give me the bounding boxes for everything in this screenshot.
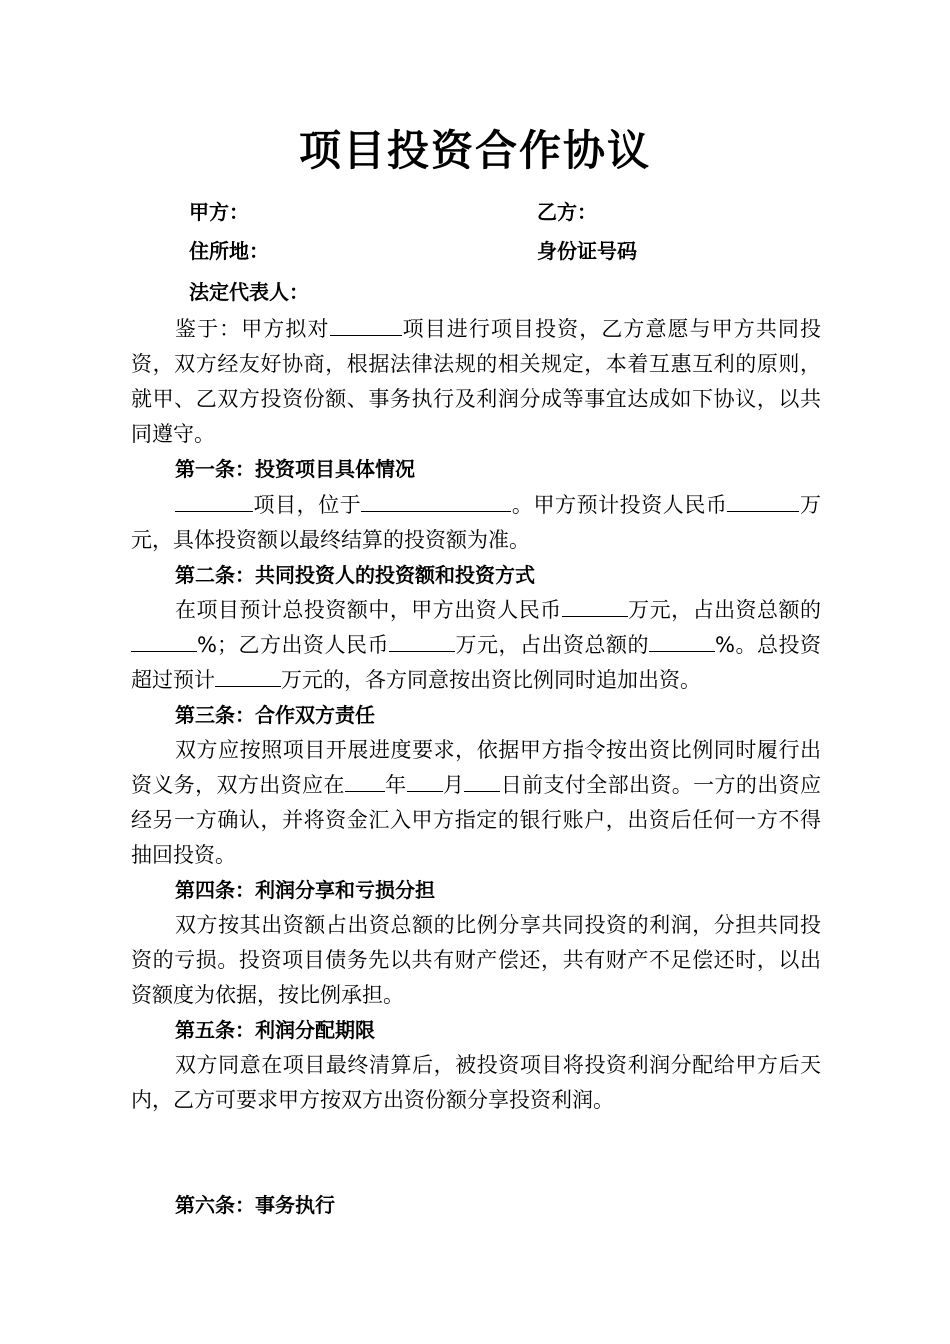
article-3-paragraph: 双方应按照项目开展进度要求，依据甲方指令按出资比例同时履行出资义务，双方出资应在 年 月 日前支付全部出资。一方的出资应经另一方确认，并将资金汇入甲方指定的银行账户，出资后任何一方不得抽回投资。 — [131, 738, 822, 867]
project-blank — [175, 489, 253, 512]
month-blank — [407, 769, 443, 792]
article-5-heading: 第五条：利润分配期限 — [175, 1018, 375, 1042]
article-5-paragraph: 双方同意在项目最终清算后，被投资项目将投资利润分配给甲方后天内，乙方可要求甲方按双方出资份额分享投资利润。 — [131, 1053, 821, 1112]
article-4-paragraph: 双方按其出资额占出资总额的比例分享共同投资的利润，分担共同投资的亏损。投资项目债务先以共有财产偿还，共有财产不足偿还时，以出资额度为依据，按比例承担。 — [131, 913, 821, 1007]
address-label: 住所地： — [189, 239, 269, 263]
preamble-paragraph: 鉴于：甲方拟对 项目进行项目投资，乙方意愿与甲方共同投资，双方经友好协商，根据法律法规的相关规定，本着互惠互利的原则，就甲、乙双方投资份额、事务执行及利润分成等事宜达成如下协议，以共同遵守。 — [131, 312, 821, 452]
day-blank — [464, 769, 500, 792]
document-title: 项目投资合作协议 — [298, 126, 651, 175]
excess-amount-blank — [215, 664, 281, 687]
id-number-label: 身份证号码 — [537, 239, 637, 263]
article-2-paragraph: 在项目预计总投资额中，甲方出资人民币 万元，占出资总额的%；乙方出资人民币 万元，占出资总额的 %。总投资超过预计 万元的，各方同意按出资比例同时追加出资。 — [131, 593, 821, 698]
party-b-label: 乙方： — [537, 200, 597, 224]
party-a-amount-blank — [562, 594, 628, 617]
article-2-heading: 第二条：共同投资人的投资额和投资方式 — [175, 563, 535, 587]
article-1-heading: 第一条：投资项目具体情况 — [175, 457, 415, 481]
investment-amount-blank — [727, 489, 799, 512]
year-blank — [345, 769, 385, 792]
project-name-blank — [330, 313, 402, 336]
party-b-amount-blank — [389, 629, 455, 652]
legal-representative-label: 法定代表人： — [189, 280, 309, 304]
article-1-paragraph: 项目，位于 。甲方预计投资人民币 万元，具体投资额以最终结算的投资额为准。 — [131, 488, 821, 558]
party-a-label: 甲方： — [189, 200, 249, 224]
party-a-percent-blank — [131, 629, 197, 652]
article-6-heading: 第六条：事务执行 — [175, 1193, 335, 1217]
article-3-heading: 第三条：合作双方责任 — [175, 703, 375, 727]
party-b-percent-blank — [649, 629, 715, 652]
article-4-heading: 第四条：利润分享和亏损分担 — [175, 878, 435, 902]
location-blank — [361, 489, 511, 512]
